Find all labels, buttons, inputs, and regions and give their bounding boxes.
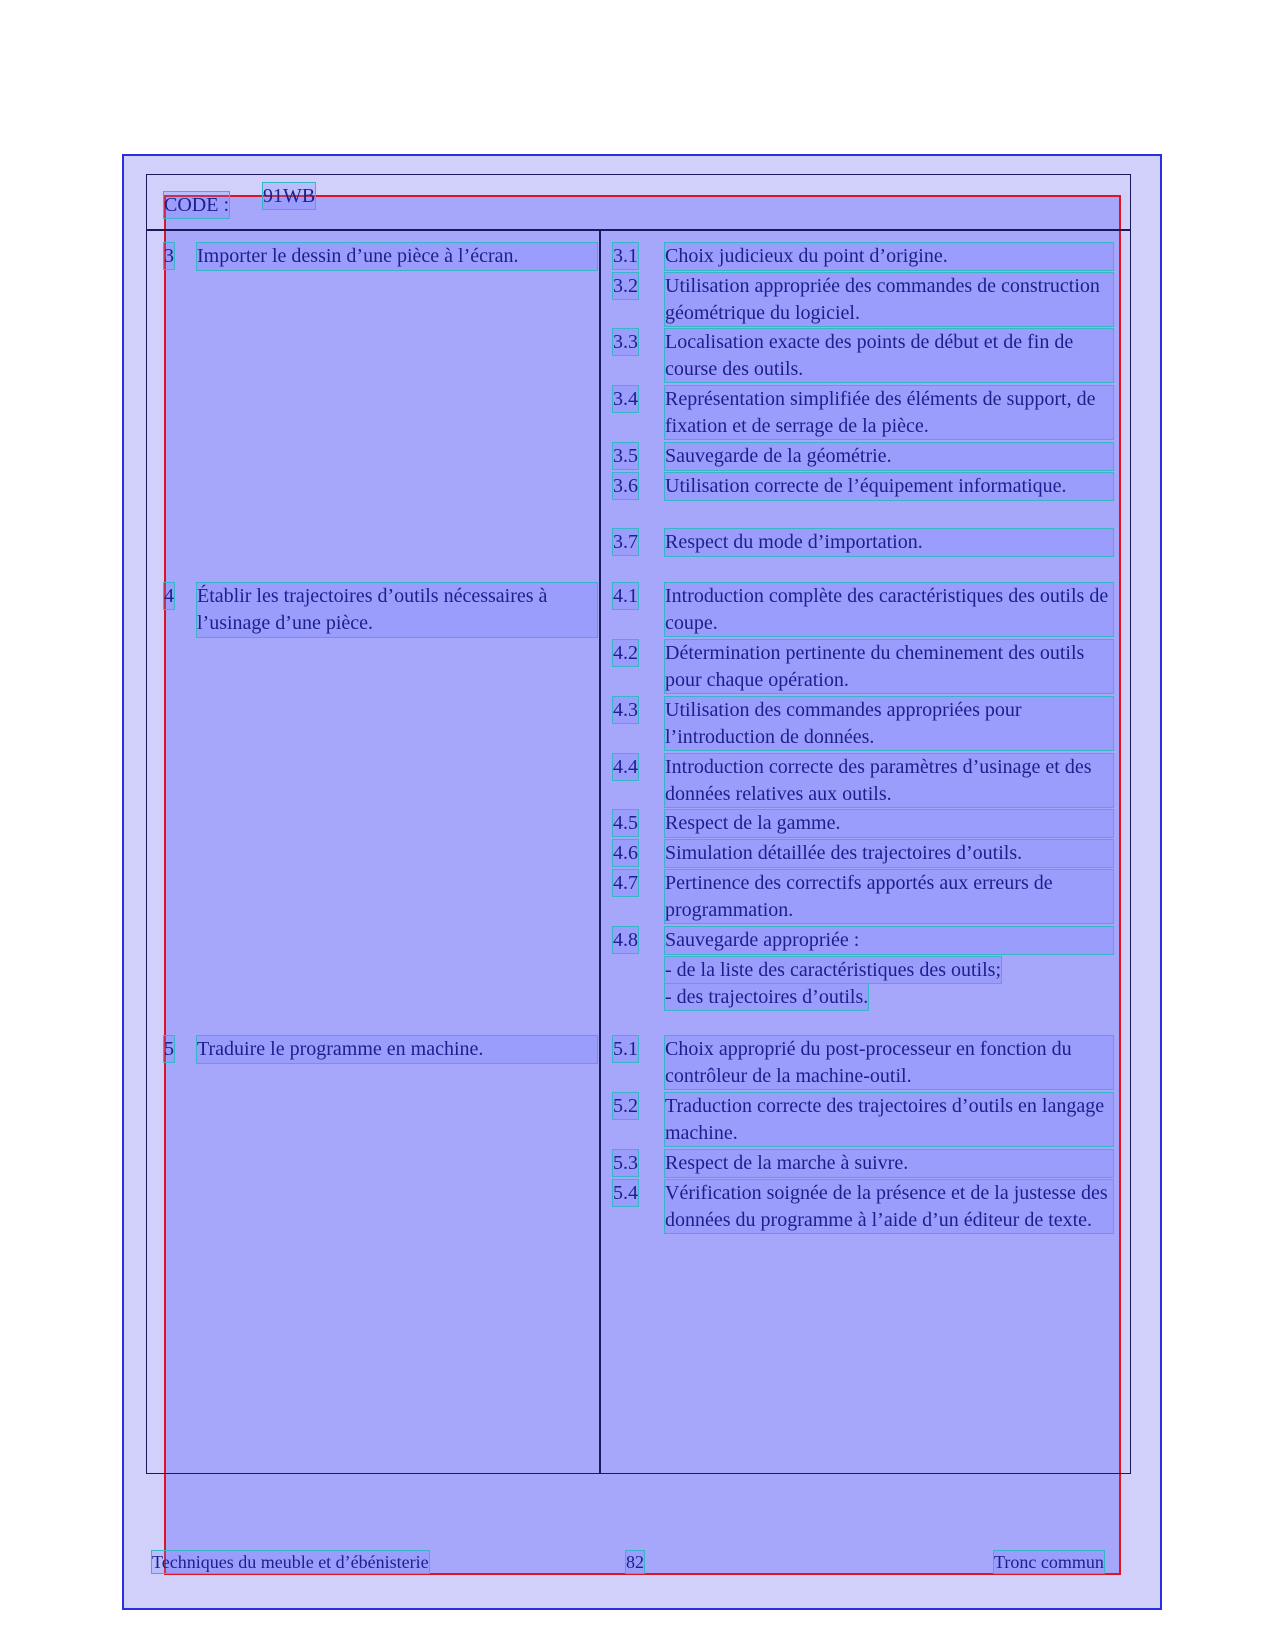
criterion-text: Représentation simplifiée des éléments de support, de fixation et de serrage de la pièce. <box>665 386 1113 439</box>
criterion-text: Pertinence des correctifs apportés aux erreurs de programmation. <box>665 870 1113 923</box>
criterion-number: 4.2 <box>613 642 638 664</box>
criterion-number: 3.4 <box>613 388 638 410</box>
criterion-number: 4.7 <box>613 872 638 894</box>
objective-text: Importer le dessin d’une pièce à l’écran. <box>197 243 597 270</box>
objective-text: Établir les trajectoires d’outils nécessaires à l’usinage d’une pièce. <box>197 583 597 637</box>
column-divider <box>599 230 601 1474</box>
criterion-number: 5.1 <box>613 1038 638 1060</box>
criterion-text: Simulation détaillée des trajectoires d’outils. <box>665 840 1113 867</box>
criterion-text: Sauvegarde appropriée : <box>665 927 1113 954</box>
criterion-4-8-sub-item: - des trajectoires d’outils. <box>665 986 869 1008</box>
criterion-text: Choix approprié du post-processeur en fonction du contrôleur de la machine-outil. <box>665 1036 1113 1089</box>
criterion-text: Respect du mode d’importation. <box>665 529 1113 556</box>
criterion-text: Traduction correcte des trajectoires d’outils en langage machine. <box>665 1093 1113 1146</box>
criterion-number: 4.1 <box>613 585 638 607</box>
criterion-number: 5.4 <box>613 1182 638 1204</box>
criterion-number: 3.6 <box>613 475 638 497</box>
criterion-text: Introduction complète des caractéristiques des outils de coupe. <box>665 583 1113 636</box>
code-value: 91WB <box>263 185 316 207</box>
criterion-text: Respect de la marche à suivre. <box>665 1150 1113 1177</box>
criterion-text: Localisation exacte des points de début et de fin de course des outils. <box>665 329 1113 382</box>
criterion-number: 3.3 <box>613 331 638 353</box>
criterion-number: 3.7 <box>613 531 638 553</box>
header-divider <box>146 229 1131 231</box>
criterion-text: Vérification soignée de la présence et de la justesse des données du programme à l’aide d’un éditeur de texte. <box>665 1180 1113 1233</box>
criterion-number: 3.5 <box>613 445 638 467</box>
criterion-number: 4.5 <box>613 812 638 834</box>
footer-section-name: Tronc commun <box>994 1552 1104 1572</box>
footer-page-number: 82 <box>626 1552 644 1572</box>
criterion-number: 4.3 <box>613 699 638 721</box>
criterion-number: 3.2 <box>613 275 638 297</box>
objective-number: 5 <box>164 1038 174 1060</box>
criterion-number: 4.8 <box>613 929 638 951</box>
criterion-text: Détermination pertinente du cheminement des outils pour chaque opération. <box>665 640 1113 693</box>
criterion-text: Choix judicieux du point d’origine. <box>665 243 1113 270</box>
criterion-number: 5.2 <box>613 1095 638 1117</box>
criterion-text: Respect de la gamme. <box>665 810 1113 837</box>
criterion-text: Utilisation des commandes appropriées pour l’introduction de données. <box>665 697 1113 750</box>
footer-program-name: Techniques du meuble et d’ébénisterie <box>152 1552 429 1572</box>
criterion-text: Utilisation appropriée des commandes de construction géométrique du logiciel. <box>665 273 1113 326</box>
objective-number: 3 <box>164 245 174 267</box>
criterion-text: Introduction correcte des paramètres d’usinage et des données relatives aux outils. <box>665 754 1113 807</box>
criterion-number: 5.3 <box>613 1152 638 1174</box>
objective-text: Traduire le programme en machine. <box>197 1036 597 1063</box>
criterion-number: 3.1 <box>613 245 638 267</box>
criterion-number: 4.6 <box>613 842 638 864</box>
criterion-text: Sauvegarde de la géométrie. <box>665 443 1113 470</box>
objective-number: 4 <box>164 585 174 607</box>
criterion-text: Utilisation correcte de l’équipement informatique. <box>665 473 1113 500</box>
code-label: CODE : <box>164 194 229 216</box>
criterion-4-8-sub-item: - de la liste des caractéristiques des outils; <box>665 959 1002 981</box>
criterion-number: 4.4 <box>613 756 638 778</box>
